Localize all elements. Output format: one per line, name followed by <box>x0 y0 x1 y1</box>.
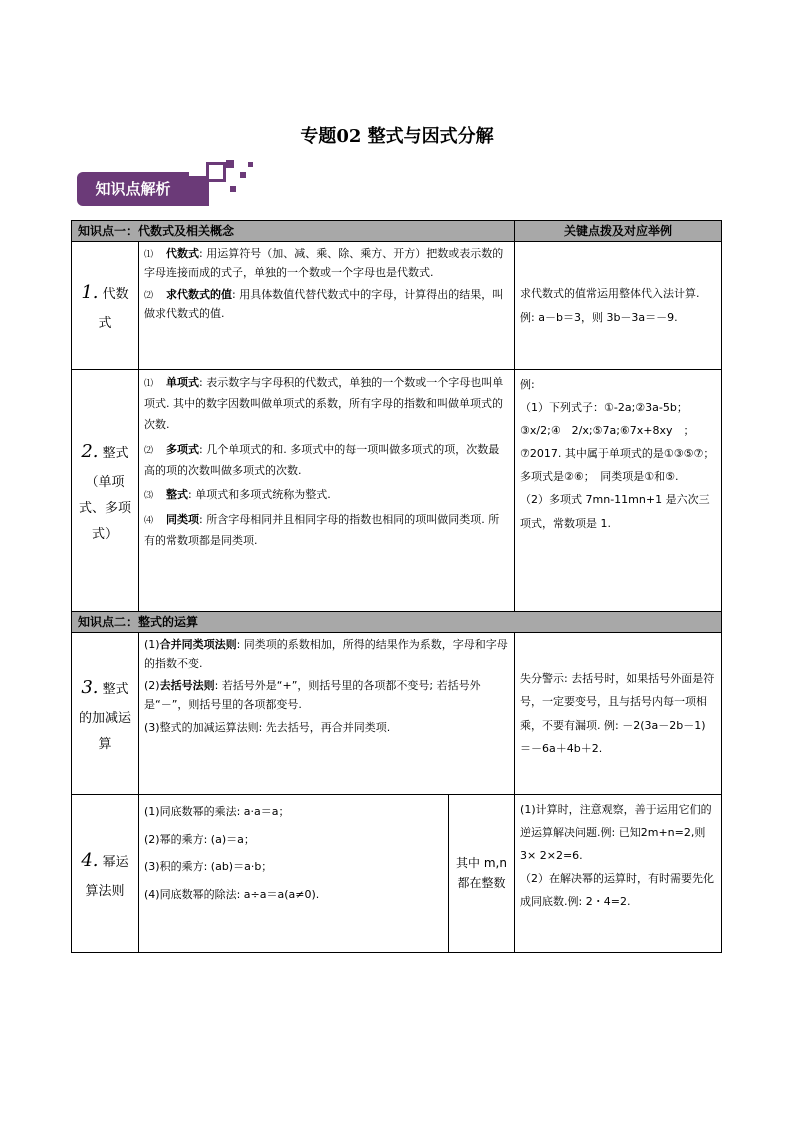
row-title: 代数式 <box>98 286 129 331</box>
header-left: 知识点一：代数式及相关概念 <box>72 221 515 242</box>
list-item: ⑴ 单项式: 表示数字与字母积的代数式，单独的一个数或一个字母也叫单项式. 其中的数字因数叫做单项式的系数，所有字母的指数和叫做单项式的次数. <box>144 376 504 431</box>
row-number: 4. <box>81 849 99 871</box>
list-item: (3)整式的加减运算法则: 先去括号，再合并同类项. <box>144 720 391 734</box>
row-example: 求代数式的值常运用整体代入法计算. 例: a－b＝3，则 3b－3a＝－9. <box>515 242 722 370</box>
table-row <box>72 242 722 370</box>
row-content <box>139 370 515 612</box>
header-right: 关键点拨及对应举例 <box>515 221 722 242</box>
row-number: 3. <box>81 676 99 698</box>
row-subtitle: （单项式、多项式） <box>78 474 131 542</box>
list-item: (4)同底数幂的除法: a÷a＝a(a≠0). <box>144 887 320 901</box>
row-label <box>72 370 139 612</box>
decoration-square <box>240 172 246 178</box>
knowledge-table <box>71 220 722 953</box>
list-item: ⑵ 多项式: 几个单项式的和. 多项式中的每一项叫做多项式的项，次数最高的项的次数叫做多项式的次数. <box>144 442 500 477</box>
row-example: 例: （1）下列式子：①-2a;②3a-5b；③x/2;④ 2/x;⑤7a;⑥7x+8xy ；⑦2017. 其中属于单项式的是①③⑤⑦；多项式是②⑥； 同类项是①和⑤. （2）多项式 7mn-11mn+1 是六次三项式，常数项是 1. <box>515 370 722 612</box>
row-label <box>72 242 139 370</box>
row-example: 失分警示: 去括号时，如果括号外面是符号，一定要变号，且与括号内每一项相乘，不要有漏项. 例: －2(3a－2b－1)＝－6a＋4b＋2. <box>515 633 722 795</box>
row-example: (1)计算时，注意观察，善于运用它们的逆运算解决问题.例: 已知2m+n=2,则 3× 2×2=6. （2）在解决幂的运算时，有时需要先化成同底数.例: 2・4=2. <box>515 795 722 953</box>
list-item: ⑷ 同类项: 所含字母相同并且相同字母的指数也相同的项叫做同类项. 所有的常数项都是同类项. <box>144 513 500 548</box>
row-title: 整式的加减运算 <box>78 681 131 752</box>
row-label <box>72 795 139 953</box>
table-header <box>72 221 722 242</box>
list-item: (3)积的乘方: (ab)＝a·b； <box>144 860 273 873</box>
list-item: (2)去括号法则: 若括号外是“+”，则括号里的各项都不变号; 若括号外是“－”，则括号里的各项都变号. <box>144 679 481 712</box>
list-item: ⑴ 代数式: 用运算符号（加、减、乘、除、乘方、开方）把数或表示数的字母连接而成的式子，单独的一个数或一个字母也是代数式. <box>144 247 504 279</box>
row-content <box>139 795 449 953</box>
section-title: 知识点二：整式的运算 <box>72 612 722 633</box>
row-content <box>139 633 515 795</box>
list-item: (2)幂的乘方: (a)＝a； <box>144 832 255 846</box>
row-number: 1. <box>81 281 99 303</box>
decoration-square <box>230 186 236 192</box>
row-content <box>139 242 515 370</box>
list-item: (1)同底数幂的乘法: a·a＝a； <box>144 805 290 818</box>
table-row <box>72 370 722 612</box>
table-row <box>72 795 722 953</box>
list-item: ⑶ 整式: 单项式和多项式统称为整式. <box>144 488 331 502</box>
row-number: 2. <box>81 440 99 462</box>
table-row <box>72 633 722 795</box>
page-title: 专题02 整式与因式分解 <box>300 126 494 147</box>
decoration-square <box>226 160 234 168</box>
row-title: 整式 <box>102 445 129 461</box>
decoration-square <box>248 162 253 167</box>
section-banner: 知识点解析 <box>77 172 189 206</box>
row-note: 其中 m,n 都在整数 <box>449 795 515 953</box>
row-title: 幂运算法则 <box>85 854 129 899</box>
row-label <box>72 633 139 795</box>
list-item: (1)合并同类项法则: 同类项的系数相加，所得的结果作为系数，字母和字母的指数不变. <box>144 638 508 670</box>
list-item: ⑵ 求代数式的值: 用具体数值代替代数式中的字母，计算得出的结果，叫做求代数式的值. <box>144 288 504 321</box>
decoration-square-outline <box>206 162 226 182</box>
section-header <box>72 612 722 633</box>
